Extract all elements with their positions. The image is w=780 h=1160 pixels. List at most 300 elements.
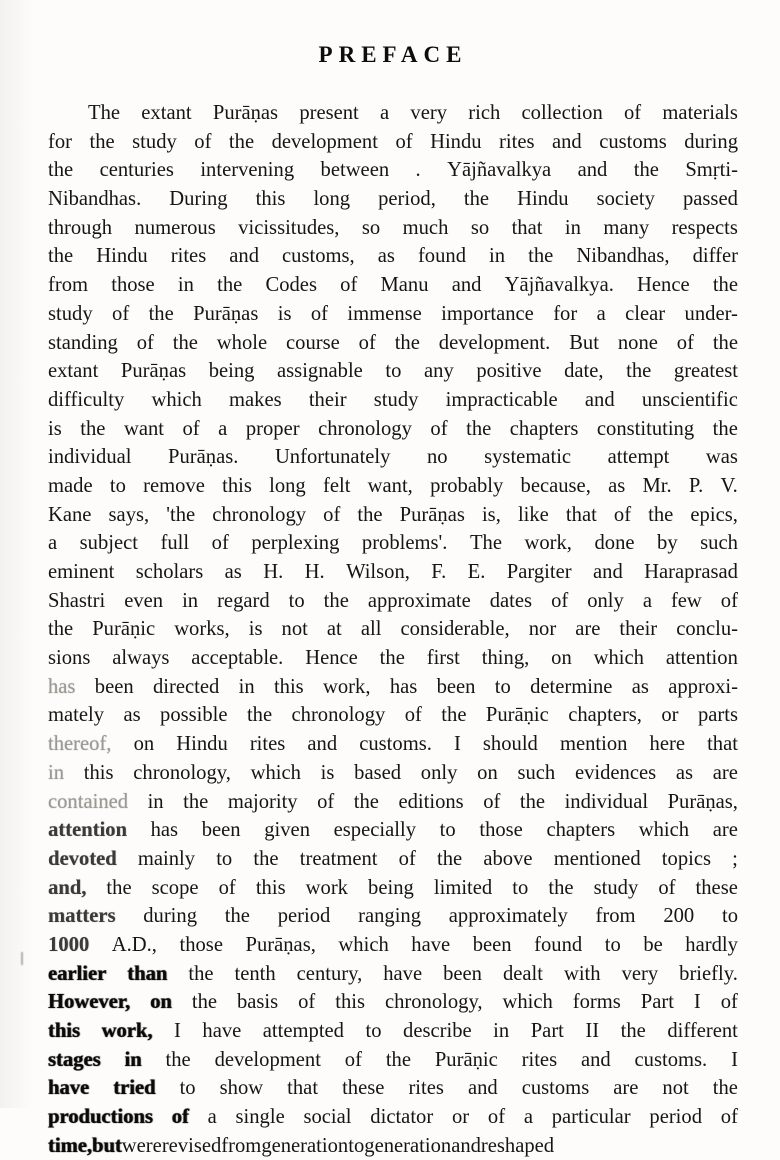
text-line	[48, 242, 738, 271]
word: on	[551, 647, 572, 670]
word: which	[593, 647, 644, 670]
word: Mr.	[642, 474, 672, 497]
word: a	[218, 417, 228, 440]
word: for	[48, 130, 73, 153]
word: are	[712, 819, 738, 842]
text-line	[48, 329, 738, 358]
word: Shastri	[48, 589, 106, 612]
word: these	[342, 1077, 385, 1100]
word: the	[165, 1048, 191, 1071]
word: the	[357, 503, 383, 526]
word: possible	[160, 704, 228, 727]
word: attention	[48, 819, 127, 842]
word: the	[466, 417, 492, 440]
word: customs,	[282, 245, 355, 268]
text-line	[48, 673, 738, 702]
word: eminent	[48, 561, 115, 583]
word: briefly.	[679, 962, 738, 985]
word: of	[218, 876, 236, 899]
word: Purāṇas	[212, 102, 279, 124]
word: as	[377, 245, 395, 268]
word: individual	[48, 446, 132, 469]
word: and	[577, 159, 608, 182]
word: want	[123, 417, 164, 440]
word: customs	[599, 130, 667, 153]
word: as	[123, 704, 141, 727]
word: work	[305, 876, 348, 899]
word: show	[219, 1077, 264, 1100]
word: in	[177, 274, 194, 297]
word: chapters	[509, 417, 579, 440]
word: very	[410, 102, 448, 124]
scan-speck-artifact	[21, 952, 23, 965]
word: Hindu	[96, 245, 148, 268]
word: full	[160, 532, 190, 555]
word: to	[109, 474, 126, 497]
word: has	[48, 675, 76, 698]
word: which	[338, 933, 389, 956]
word: development	[214, 1048, 321, 1071]
word: standing	[48, 331, 118, 354]
word: generation	[364, 1134, 452, 1157]
word: than	[127, 962, 168, 985]
word: to	[365, 1020, 382, 1042]
word: mately	[48, 704, 105, 727]
text-line	[48, 615, 738, 644]
word: those	[179, 933, 223, 956]
word: matters	[48, 905, 116, 928]
word: of	[182, 417, 200, 440]
word: Wilson,	[346, 561, 410, 583]
word: are	[712, 761, 738, 784]
word: study	[373, 388, 419, 411]
word: and	[552, 130, 582, 153]
word: Codes	[265, 274, 317, 297]
word: any	[424, 360, 454, 383]
word: the	[80, 417, 106, 440]
word: only	[420, 761, 458, 784]
word: However,	[48, 991, 131, 1014]
word: especially	[333, 819, 416, 842]
word: 1000	[48, 933, 90, 956]
word: the	[172, 331, 198, 354]
word: problems'.	[361, 532, 448, 555]
word: I	[731, 1048, 738, 1071]
word: H.	[263, 561, 284, 583]
word: always	[112, 647, 170, 670]
text-line	[48, 1046, 738, 1075]
word: I	[453, 733, 461, 756]
word: different	[667, 1020, 738, 1042]
word: the	[246, 704, 273, 727]
word: chronology	[291, 704, 386, 727]
word: sions	[48, 647, 91, 670]
word: present	[299, 102, 359, 124]
text-line	[48, 501, 738, 530]
word: have	[202, 1020, 242, 1042]
word: Purāṇic	[485, 704, 549, 727]
word: But	[569, 331, 599, 354]
word: those	[479, 819, 523, 842]
word: Part	[640, 991, 674, 1014]
word: Purāṇas,	[667, 790, 738, 813]
word: V.	[720, 474, 738, 497]
word: this	[48, 1020, 81, 1042]
text-line	[48, 874, 738, 903]
word: generation	[261, 1134, 349, 1157]
word: of	[658, 876, 676, 899]
preface-body-text	[48, 99, 738, 1160]
word: tenth	[234, 962, 276, 985]
word: so	[470, 216, 490, 239]
word: of	[613, 503, 632, 526]
word: so	[361, 216, 381, 239]
word: ;	[732, 847, 738, 870]
word: the	[217, 274, 243, 297]
word: of	[624, 102, 642, 124]
word: Smṛti-	[685, 159, 738, 182]
text-line	[48, 644, 738, 673]
word: topics	[661, 847, 711, 870]
text-line	[48, 759, 738, 788]
word: thereof,	[48, 733, 112, 756]
word: to	[604, 933, 621, 956]
word: a	[523, 1106, 533, 1129]
word: Yājñavalkya.	[504, 274, 614, 297]
word: chronology	[212, 503, 307, 526]
word: Purāṇas,	[245, 933, 316, 956]
word: conclu-	[676, 618, 738, 641]
text-line	[48, 558, 738, 587]
word: parts	[697, 704, 738, 727]
word: the	[633, 159, 659, 182]
text-line	[48, 99, 738, 128]
word: forms	[572, 991, 621, 1014]
word: first	[426, 647, 460, 670]
word: 'the	[166, 503, 196, 526]
word: the	[712, 331, 738, 354]
word: study	[48, 302, 93, 325]
text-line	[48, 816, 738, 845]
text-line	[48, 214, 738, 243]
word: this	[255, 876, 286, 899]
word: under-	[684, 302, 738, 325]
word: the	[712, 417, 738, 440]
word: social	[303, 1106, 352, 1129]
word: being	[368, 876, 414, 899]
word: have	[383, 962, 423, 985]
word: in	[238, 675, 255, 698]
word: the	[626, 360, 652, 383]
word: Purāṇas.	[168, 446, 239, 469]
word: vicissitudes,	[238, 216, 340, 239]
word: rites	[249, 733, 286, 756]
word: as	[631, 675, 649, 698]
word: rites	[408, 1077, 444, 1100]
word: F.	[431, 561, 447, 583]
word: date,	[564, 360, 604, 383]
word: The	[469, 532, 502, 555]
word: course	[286, 331, 340, 354]
word: at	[326, 618, 342, 641]
word: editions	[398, 790, 464, 813]
word: that	[511, 216, 543, 239]
word: difficulty	[48, 388, 125, 411]
word: devoted	[48, 847, 117, 870]
word: but	[92, 1134, 122, 1157]
word: the	[48, 245, 74, 268]
word: of	[676, 331, 694, 354]
scan-edge-shadow	[0, 0, 34, 1108]
word: are	[613, 1077, 639, 1100]
word: of	[398, 847, 416, 870]
word: have	[48, 1077, 90, 1100]
word: in	[493, 1020, 510, 1042]
word: their	[308, 388, 347, 411]
text-line	[48, 587, 738, 616]
word: has	[389, 675, 418, 698]
text-line	[48, 1103, 738, 1132]
word: because,	[520, 474, 591, 497]
text-line	[48, 788, 738, 817]
word: is	[277, 302, 292, 325]
word: been	[94, 675, 134, 698]
word: the	[228, 130, 255, 153]
word: were	[121, 1134, 162, 1157]
word: Kane	[48, 503, 92, 526]
word: the	[385, 1048, 411, 1071]
word: materials	[662, 102, 738, 124]
word: during	[143, 905, 198, 928]
word: found	[534, 933, 583, 956]
word: this	[83, 761, 114, 784]
text-line	[48, 730, 738, 759]
word: proper	[245, 417, 300, 440]
word: of	[317, 790, 335, 813]
word: and	[593, 561, 623, 583]
word: has	[150, 819, 179, 842]
word: II	[585, 1020, 600, 1042]
word: study	[593, 876, 639, 899]
word: majority	[227, 790, 298, 813]
word: mention	[559, 733, 628, 756]
word: reshaped	[480, 1134, 555, 1157]
word: dictator	[370, 1106, 434, 1129]
word: importance	[441, 302, 534, 325]
word: through	[48, 216, 113, 239]
word: such	[700, 532, 738, 555]
word: few	[670, 589, 702, 612]
word: Manu	[380, 274, 429, 297]
word: their	[619, 618, 658, 641]
word: mentioned	[553, 847, 641, 870]
word: the	[148, 302, 174, 325]
text-line	[48, 931, 738, 960]
word: says,	[108, 503, 150, 526]
word: in	[124, 1048, 142, 1071]
word: chapters,	[568, 704, 642, 727]
word: even	[124, 589, 164, 612]
word: which	[151, 388, 202, 411]
word: given	[264, 819, 310, 842]
word: to	[216, 847, 233, 870]
word: revised	[161, 1134, 222, 1157]
word: productions	[48, 1106, 153, 1129]
word: century,	[296, 962, 363, 985]
word: the	[48, 618, 74, 641]
word: Nibandhas.	[48, 188, 142, 211]
word: Hindu	[176, 733, 228, 756]
word: Nibandhas,	[576, 245, 670, 268]
word: the	[528, 245, 554, 268]
word: constituting	[596, 417, 695, 440]
word: all	[360, 618, 382, 641]
word: immense	[347, 302, 422, 325]
word: and	[467, 1077, 498, 1100]
word: to	[385, 360, 402, 383]
word: much	[402, 216, 449, 239]
word: the	[379, 647, 405, 670]
word: .	[415, 159, 421, 182]
word: customs.	[634, 1048, 708, 1071]
word: makes	[229, 388, 282, 411]
word: study	[132, 130, 177, 153]
word: assignable	[277, 360, 363, 383]
word: stages	[48, 1048, 101, 1071]
word: customs	[521, 1077, 590, 1100]
word: a	[380, 102, 390, 124]
word: here	[649, 733, 685, 756]
word: and	[229, 245, 259, 268]
word: differ	[692, 245, 738, 268]
word: Hindu	[517, 188, 569, 211]
word: Hence	[305, 647, 358, 670]
word: work,	[323, 675, 371, 698]
word: of	[720, 1106, 738, 1129]
word: a	[642, 589, 652, 612]
word: and	[451, 1134, 481, 1157]
word: thing,	[481, 647, 530, 670]
word: chronology	[318, 417, 412, 440]
word: the	[712, 1077, 738, 1100]
word: contained	[48, 790, 129, 813]
word: in	[48, 761, 65, 784]
word: the	[89, 130, 115, 153]
word: work,	[524, 532, 572, 555]
word: the	[648, 503, 674, 526]
word: A.D.,	[111, 933, 157, 956]
word: of	[112, 302, 130, 325]
word: by	[657, 532, 678, 555]
word: and	[451, 274, 482, 297]
word: of	[720, 991, 738, 1014]
word: should	[482, 733, 538, 756]
word: as	[224, 561, 242, 583]
text-line	[48, 845, 738, 874]
word: to	[721, 905, 738, 928]
word: this	[222, 474, 252, 497]
word: are	[575, 618, 601, 641]
word: the	[224, 905, 250, 928]
word: is	[48, 417, 62, 440]
word: nor	[528, 618, 557, 641]
word: of	[487, 1106, 506, 1129]
word: the	[48, 159, 74, 182]
word: considerable,	[400, 618, 510, 641]
word: in	[489, 245, 506, 268]
word: of	[340, 274, 358, 297]
word: that	[287, 1077, 319, 1100]
word: approxi-	[668, 675, 738, 698]
word: dates	[489, 589, 533, 612]
word: numerous	[134, 216, 216, 239]
word: probably	[430, 474, 504, 497]
word: Purāṇic	[92, 618, 156, 641]
word: treatment	[299, 847, 378, 870]
word: been	[201, 819, 241, 842]
word: basis	[236, 991, 279, 1014]
word: found	[417, 245, 466, 268]
word: regard	[217, 589, 270, 612]
text-line	[48, 271, 738, 300]
word: society	[596, 188, 655, 211]
word: above	[483, 847, 533, 870]
word: very	[621, 962, 659, 985]
word: Purāṇas	[120, 360, 187, 383]
word: scope	[151, 876, 199, 899]
word: rich	[468, 102, 501, 124]
text-line	[48, 1017, 738, 1046]
word: a	[596, 302, 606, 325]
word: the	[323, 589, 349, 612]
word: customs.	[359, 733, 432, 756]
word: like	[517, 503, 549, 526]
word: of	[358, 331, 376, 354]
word: Hence	[637, 274, 690, 297]
word: approximate	[367, 589, 471, 612]
word: period	[649, 1106, 703, 1129]
word: greatest	[673, 360, 738, 383]
word: systematic	[484, 446, 572, 469]
word: the	[183, 790, 209, 813]
word: been	[472, 933, 512, 956]
word: as	[675, 761, 694, 784]
word: subject	[79, 532, 138, 555]
word: want,	[367, 474, 413, 497]
word: of	[310, 302, 329, 325]
word: these	[695, 876, 738, 899]
word: remove	[143, 474, 205, 497]
word: mainly	[137, 847, 196, 870]
word: from	[595, 905, 636, 928]
text-line	[48, 472, 738, 501]
word: of	[136, 331, 154, 354]
word: During	[169, 188, 228, 211]
word: or	[661, 704, 679, 727]
word: in	[147, 790, 164, 813]
word: is	[248, 618, 263, 641]
word: from	[48, 274, 89, 297]
word: in	[182, 589, 199, 612]
text-line	[48, 443, 738, 472]
word: the	[463, 188, 490, 211]
text-line	[48, 1132, 738, 1160]
word: the	[712, 274, 738, 297]
text-line	[48, 960, 738, 989]
word: Unfortunately	[274, 446, 391, 469]
word: being	[208, 360, 255, 383]
word: of	[404, 704, 422, 727]
